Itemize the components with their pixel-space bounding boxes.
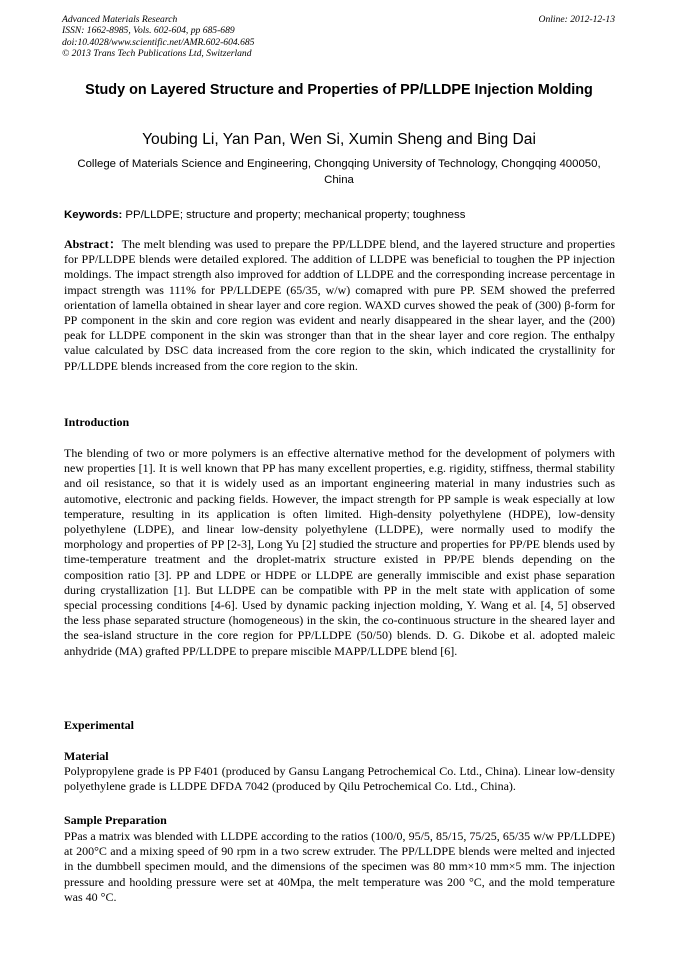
affiliation: College of Materials Science and Engineering, Chongqing University of Technology, Chongqing 400050, China [77,158,601,186]
keywords-label: Keywords: [64,209,123,221]
sample-preparation-paragraph: PPas a matrix was blended with LLDPE according to the ratios (100/0, 95/5, 85/15, 75/25, 65/35 w/w PP/LLDPE) at 200°C and a mixing speed of 90 rpm in a two screw extruder. The PP/LLDPE blends were melted and injected in the dumbbell specimen mould, and the dimensions of the specimen was 80 mm×10 mm×5 mm. The injection pressure and hoolding pressure were set at 40Mpa, the melt temperature was 200 °C, and the mold temperature was 40 °C. [64,829,615,904]
doi-line: doi:10.4028/www.scientific.net/AMR.602-604.685 [62,36,255,48]
introduction-paragraph: The blending of two or more polymers is an effective alternative method for the development of polymers with new properties [1]. It is well known that PP has many excellent properties, e.g. rigidity, stiffness, thermal stability and oil resistance, so that it is widely used as an important engineering material in many industries such as automotive, electronic and packing fields. However, the impact strength for PP sample is weak especially at low temperature, resulting in its application is often limited. High-density polyethylene (HDPE), low-density polyethylene (LDPE), and linear low-density polyethylene (LLDPE), were normally used to modify the morphology and properties of PP [2-3], Long Yu [2] studied the structure and properties for PP/PE blends used by time-temperature treatment and the droplet-matrix structure existed in PP/PE blends depending on the composition ratio [3]. PP and LDPE or HDPE or LLDPE are generally immiscible and exist phase separation during crystallization [1]. But LLDPE can be compatible with PP in the melt state with application of some special processing conditions [4-6]. Used by dynamic packing injection molding, Y. Wang et al. [4, 5] observed the less phase separated structure (homogeneous) in the skin, the co-continuous structure in the sheared layer and the sea-island structure in the core region for PP/LLDPE (50/50) blends. D. G. Dikobe et al. adopted maleic anhydride (MA) grafted PP/LLDPE to prepare miscible MAPP/LLDPE blend [6]. [64,446,615,658]
author-list: Youbing Li, Yan Pan, Wen Si, Xumin Sheng and Bing Dai [142,131,536,148]
journal-header [62,14,254,60]
sample-preparation-subheading: Sample Preparation [64,813,167,827]
introduction-heading: Introduction [64,415,130,429]
copyright-line: © 2013 Trans Tech Publications Ltd, Switzerland [62,48,252,60]
material-subheading: Material [64,749,109,763]
online-date: Online: 2012-12-13 [538,14,615,25]
journal-name: Advanced Materials Research [62,14,178,25]
issn-line: ISSN: 1662-8985, Vols. 602-604, pp 685-689 [62,25,235,37]
keywords-text: PP/LLDPE; structure and property; mechanical property; toughness [122,209,466,221]
experimental-heading: Experimental [64,718,134,732]
abstract-text: The melt blending was used to prepare the PP/LLDPE blend, and the layered structure and properties for PP/LLDPE blends were detailed explored. The addition of LLDPE was beneficial to toughen the PP injection moldings. The impact strength also improved for addtion of LLDPE and the corresponding increase percentage in impact strength was 111% for PP/LLDEPE (65/35, w/w) comapred with pure PP. SEM showed the preferred orientation of lamella obtained in shear layer and core region. WAXD curves showed the peak of (300) β-form for PP component in the skin and core region was evident and nearly disappeared in the shear layer, and the (200) peak for LLDPE component in the skin was stronger than that in the shear layer and core region. The enthalpy value calculated by DSC data increased from the core region to the skin, which indicated the crystallinity for PP/LLDPE blends increased from the core region to the skin. [64,237,616,373]
abstract [64,237,615,374]
material-paragraph: Polypropylene grade is PP F401 (produced by Gansu Langang Petrochemical Co. Ltd., China). Linear low-density polyethylene grade is LLDPE DFDA 7042 (produced by Qilu Petrochemical Co. Ltd., China). [64,764,615,794]
keywords [64,207,616,223]
abstract-label: Abstract： [64,237,122,251]
paper-title: Study on Layered Structure and Properties of PP/LLDPE Injection Molding [85,82,593,98]
